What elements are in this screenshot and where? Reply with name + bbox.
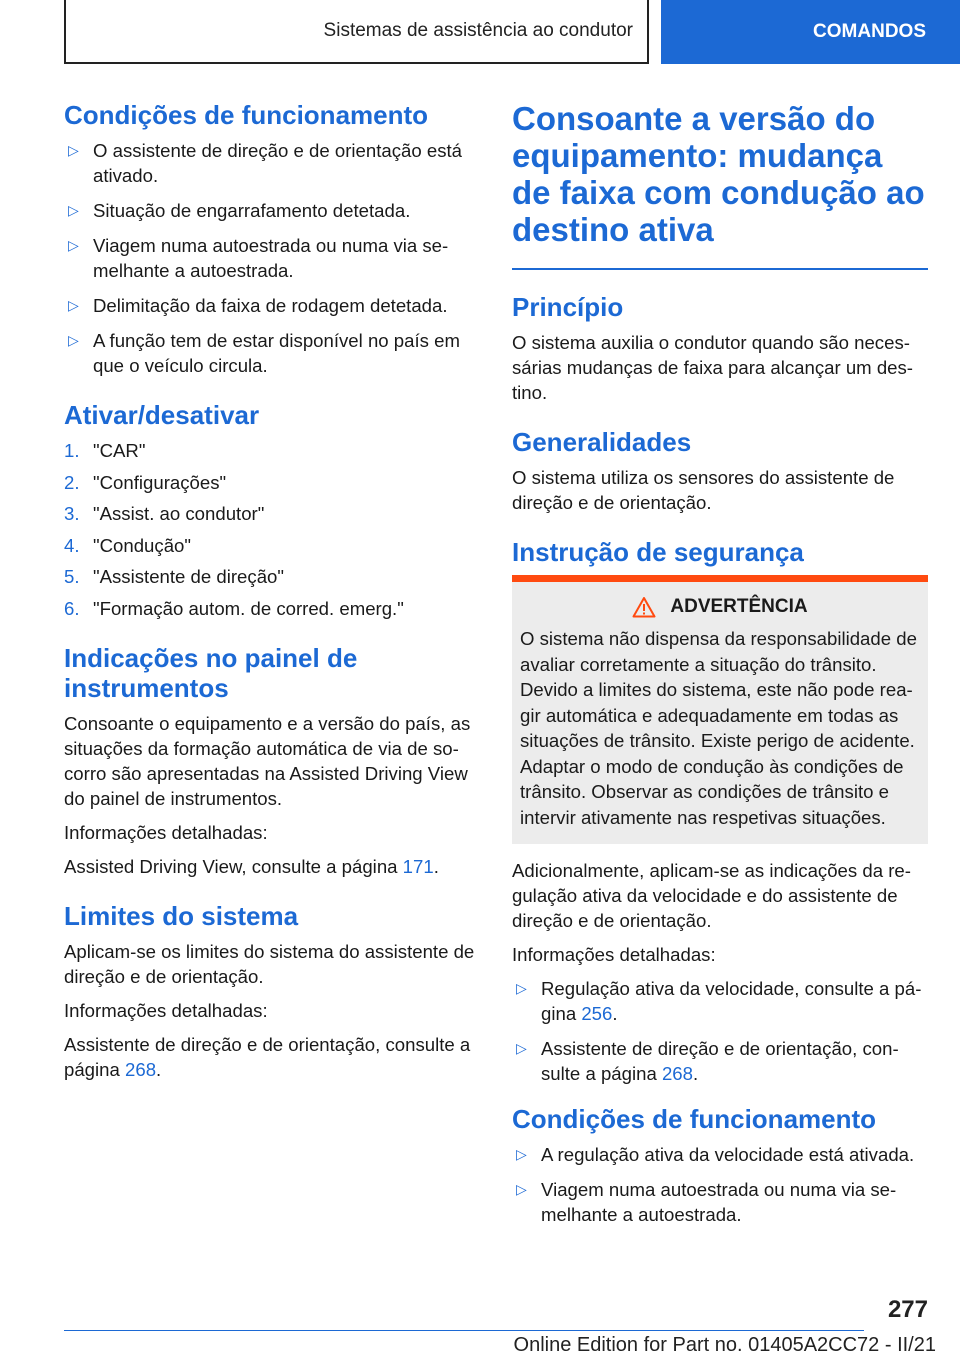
chapter-tab-label: COMANDOS — [813, 21, 926, 42]
conditions-list — [64, 138, 480, 378]
list-item: ▷ Regulação ativa da velocidade, consulte a pá‐gina 256. — [516, 978, 922, 1024]
section-title: Sistemas de assistência ao condutor — [323, 20, 633, 41]
footer-rule — [64, 1330, 864, 1331]
triangle-right-icon: ▷ — [68, 332, 79, 348]
list-item: ▷ Delimitação da faixa de rodagem detetada. — [68, 295, 448, 316]
right-column — [512, 100, 928, 1241]
triangle-right-icon: ▷ — [516, 980, 527, 996]
step-item: 1. "CAR" — [64, 440, 146, 461]
principle-body: O sistema auxilia o condutor quando são neces‐sárias mudanças de faixa para alcançar um des‐tino. — [512, 332, 914, 403]
list-item: ▷ O assistente de direção e de orientação está ativado. — [68, 140, 463, 186]
left-column — [64, 100, 480, 1091]
triangle-right-icon: ▷ — [68, 297, 79, 313]
page-link[interactable]: 171 — [402, 855, 434, 877]
warning-body: O sistema não dispensa da responsabilidade de avaliar corretamente a situação do trânsito. Devido a limites do sistema, este não pode rea‐gir automática e adequadamente em todas as situações de trânsito. Existe perigo de acidente. Adaptar o modo de condução às condições de trânsito. Observar as condições de trânsito e intervir ativamente nas respetivas situações. — [520, 628, 917, 828]
page-link[interactable]: 268 — [661, 1063, 693, 1084]
cross-reference: Assistente de direção e de orientação, consulte a página 268. — [64, 1033, 471, 1080]
limits-heading: Limites do sistema — [64, 900, 299, 931]
general-heading: Generalidades — [512, 427, 692, 457]
warning-triangle-icon — [632, 596, 656, 618]
main-title: Consoante a versão do equipamento: mudança de faixa com condução ao destino ativa — [512, 100, 925, 248]
cross-reference: Assisted Driving View, consulte a página 171. — [64, 855, 439, 877]
triangle-right-icon: ▷ — [516, 1181, 527, 1197]
warning-title: ADVERTÊNCIA — [520, 596, 920, 618]
page-number: 277 — [887, 1296, 928, 1323]
info-label: Informações detalhadas: — [64, 821, 268, 843]
step-item: 4. "Condução" — [64, 534, 191, 556]
triangle-right-icon: ▷ — [68, 142, 79, 158]
list-item: ▷ Viagem numa autoestrada ou numa via se‐melhante a autoestrada. — [68, 235, 449, 281]
warning-box — [512, 575, 928, 844]
conditions-heading-right: Condições de funcionamento — [512, 1104, 877, 1134]
principle-heading: Princípio — [512, 292, 624, 322]
activate-heading: Ativar/desativar — [64, 400, 260, 430]
info-label: Informações detalhadas: — [512, 944, 716, 965]
conditions-heading: Condições de funcionamento — [64, 100, 429, 130]
section-header — [64, 0, 649, 64]
triangle-right-icon: ▷ — [516, 1146, 527, 1162]
safety-heading: Instrução de segurança — [512, 537, 804, 567]
conditions-list-right — [512, 1142, 928, 1227]
chapter-tab[interactable] — [661, 0, 960, 64]
activate-steps — [64, 438, 480, 621]
indications-body: Consoante o equipamento e a versão do país, as situações da formação automática de via de so‐corro são apresentadas na Assisted Driving View do painel de instrumentos. — [64, 712, 471, 809]
step-item: 3. "Assist. ao condutor" — [64, 503, 265, 524]
triangle-right-icon: ▷ — [68, 237, 79, 253]
page-link[interactable]: 256 — [581, 1003, 613, 1024]
reference-list — [512, 976, 928, 1086]
info-label: Informações detalhadas: — [64, 999, 268, 1021]
title-rule — [512, 268, 928, 270]
step-item: 2. "Configurações" — [64, 471, 227, 493]
limits-body: Aplicam-se os limites do sistema do assistente de direção e de orientação. — [64, 940, 475, 987]
step-item: 6. "Formação autom. de corred. emerg." — [64, 597, 404, 619]
list-item: ▷ A função tem de estar disponível no país em que o veículo circula. — [68, 330, 460, 376]
page-link[interactable]: 268 — [125, 1058, 157, 1080]
list-item: ▷ Assistente de direção e de orientação, con‐sulte a página 268. — [516, 1038, 899, 1084]
indications-heading: Indicações no painel de instrumentos — [64, 642, 358, 703]
list-item: ▷ Viagem numa autoestrada ou numa via se‐melhante a autoestrada. — [516, 1179, 897, 1225]
general-body: O sistema utiliza os sensores do assistente de direção e de orientação. — [512, 467, 895, 513]
additional-body: Adicionalmente, aplicam-se as indicações da re‐gulação ativa da velocidade e do assistente de direção e de orientação. — [512, 860, 911, 931]
list-item: ▷ A regulação ativa da velocidade está ativada. — [516, 1144, 915, 1165]
step-item: 5. "Assistente de direção" — [64, 566, 284, 587]
triangle-right-icon: ▷ — [68, 202, 79, 218]
triangle-right-icon: ▷ — [516, 1040, 527, 1056]
edition-footer: Online Edition for Part no. 01405A2CC72 - II/21 — [513, 1334, 936, 1356]
list-item: ▷ Situação de engarrafamento detetada. — [68, 200, 411, 221]
